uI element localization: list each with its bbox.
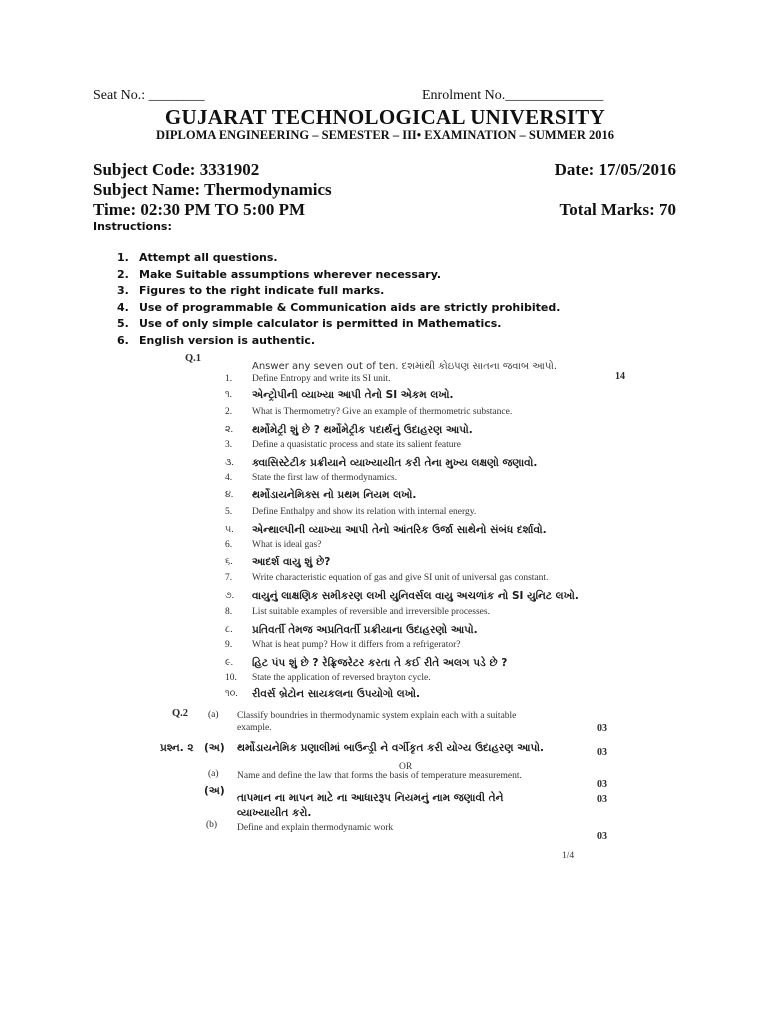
subject-code: Subject Code: 3331902 bbox=[93, 160, 260, 179]
q1-item-number: 2. bbox=[225, 407, 233, 417]
q1-item-number: 3. bbox=[225, 440, 233, 450]
q1-item-number: 10. bbox=[225, 673, 237, 683]
exam-time: Time: 02:30 PM TO 5:00 PM bbox=[93, 200, 306, 219]
q1-item-text: Define a quasistatic process and state its salient feature bbox=[252, 440, 461, 450]
instruction-item: 5. Use of only simple calculator is permitted in Mathematics. bbox=[117, 317, 502, 331]
q1-item-number: ૪. bbox=[225, 490, 234, 500]
q1-label: Q.1 bbox=[185, 353, 202, 364]
q2-a-text-line1: Classify boundries in thermodynamic system explain each with a suitable bbox=[237, 711, 517, 721]
q1-item-text: એન્ટ્રોપીની વ્યાખ્યા આપી તેનો SI એકમ લખો. bbox=[252, 389, 454, 401]
seat-number: Seat No.: ________ bbox=[93, 88, 205, 103]
instruction-item: 4. Use of programmable & Communication aids are strictly prohibited. bbox=[117, 300, 561, 314]
q1-item-text: Define Entropy and write its SI unit. bbox=[252, 374, 391, 384]
q2-a2-text: Name and define the law that forms the basis of temperature measurement. bbox=[237, 771, 522, 781]
q1-item-text: What is ideal gas? bbox=[252, 540, 322, 550]
q1-item-number: 5. bbox=[225, 507, 233, 517]
q2-gujarati-label: પ્રશ્ન. ૨ bbox=[160, 742, 194, 754]
subject-name: Subject Name: Thermodynamics bbox=[93, 180, 332, 199]
q2-a2-marks: 03 bbox=[597, 779, 607, 790]
q1-item-text: State the first law of thermodynamics. bbox=[252, 473, 398, 483]
scanned-questions bbox=[160, 343, 760, 943]
q1-intro: Answer any seven out of ten. દશમાંથી કોઇપણ સાતના જવાબ આપો. bbox=[252, 361, 558, 372]
q2-a2-gujarati-text-line1: તાપમાન ના માપન માટે ના આધારરૂપ નિયમનું નામ જણાવી તેને bbox=[237, 792, 504, 804]
instruction-item: 1. Attempt all questions. bbox=[117, 251, 278, 264]
q2-or: OR bbox=[399, 762, 413, 772]
q1-item-text: આદર્શ વાયુ શું છે? bbox=[252, 556, 331, 568]
q1-item-number: ૮. bbox=[225, 625, 233, 635]
q1-item-text: Write characteristic equation of gas and give SI unit of universal gas constant. bbox=[252, 573, 549, 583]
q1-item-number: ૫. bbox=[225, 525, 234, 535]
q1-item-number: 8. bbox=[225, 607, 233, 617]
q1-item-text: State the application of reversed brayton cycle. bbox=[252, 673, 431, 683]
q2-a-gujarati-label: (અ) bbox=[204, 742, 225, 754]
total-marks: Total Marks: 70 bbox=[559, 200, 676, 219]
q1-item-number: ૬. bbox=[225, 557, 233, 567]
q2-label: Q.2 bbox=[172, 708, 189, 719]
q1-item-text: રીવર્સ બ્રેટોન સાયકલના ઉપયોગો લખો. bbox=[252, 688, 420, 700]
q2-a-gujarati-text: થર્મોડાયનેમિક પ્રણાલીમાં બાઉન્ડ્રી ને વર્ગીકૃત કરી યોગ્ય ઉદાહરણ આપો. bbox=[237, 742, 544, 754]
q2-a2-gujarati-label: (અ) bbox=[204, 785, 225, 797]
q1-item-number: 7. bbox=[225, 573, 233, 583]
page-number: 1/4 bbox=[562, 851, 575, 861]
q1-item-text: પ્રતિવર્તી તેમજ અપ્રતિવર્તી પ્રક્રીયાના ઉદાહરણો આપો. bbox=[252, 624, 478, 636]
q1-item-number: ૭. bbox=[225, 591, 234, 601]
q1-item-number: 6. bbox=[225, 540, 233, 550]
instructions-title: Instructions: bbox=[93, 220, 172, 233]
instructions-list bbox=[117, 250, 560, 350]
enrolment-number: Enrolment No.______________ bbox=[422, 88, 604, 103]
q1-item-text: એન્થાલ્પીની વ્યાખ્યા આપી તેનો આંતરિક ઉર્જા સાથેનો સંબંધ દર્શાવો. bbox=[252, 524, 547, 536]
q1-item-number: 1. bbox=[225, 374, 233, 384]
q1-item-text: વાયુનું લાક્ષણિક સમીકરણ લખી યુનિવર્સલ વાયુ અચળાંક નો SI યુનિટ લખો. bbox=[252, 590, 579, 602]
instruction-item: 6. English version is authentic. bbox=[117, 333, 316, 347]
q1-marks: 14 bbox=[615, 371, 625, 382]
q1-item-text: Define Enthalpy and show its relation with internal energy. bbox=[252, 507, 477, 517]
q1-item-number: ૯. bbox=[225, 658, 233, 668]
exam-title: DIPLOMA ENGINEERING – SEMESTER – III• EXAMINATION – SUMMER 2016 bbox=[155, 128, 614, 142]
q1-item-number: ૧. bbox=[225, 390, 233, 400]
q1-item-text: What is heat pump? How it differs from a refrigerator? bbox=[252, 640, 461, 650]
q1-item-text: થર્મોડાયનેમિક્સ નો પ્રથમ નિયમ લખો. bbox=[252, 489, 417, 501]
university-title: GUJARAT TECHNOLOGICAL UNIVERSITY bbox=[164, 105, 606, 129]
q2-a-gujarati-marks: 03 bbox=[597, 747, 607, 758]
q2-a2-gujarati-text-line2: વ્યાખ્યાયીત કરો. bbox=[237, 807, 312, 819]
q1-item-number: ૨. bbox=[225, 425, 233, 435]
q2-a2-label: (a) bbox=[208, 769, 219, 779]
q1-item-text: List suitable examples of reversible and irreversible processes. bbox=[252, 607, 490, 617]
instruction-item: 2. Make Suitable assumptions wherever necessary. bbox=[117, 267, 442, 281]
q2-a2-gujarati-marks: 03 bbox=[597, 794, 607, 805]
q2-b-label: (b) bbox=[206, 820, 218, 830]
q1-item-number: 4. bbox=[225, 473, 233, 483]
q1-item-number: 9. bbox=[225, 640, 233, 650]
q1-item-text: What is Thermometry? Give an example of thermometric substance. bbox=[252, 407, 513, 417]
q2-b-text: Define and explain thermodynamic work bbox=[237, 823, 394, 833]
q1-item-number: ૩. bbox=[225, 458, 234, 468]
q1-item-text: હિટ પંપ શું છે ? રેફ્રિજરેટર કરતા તે કઈ રીતે અલગ પડે છે ? bbox=[252, 657, 508, 669]
q2-a-label: (a) bbox=[208, 710, 219, 720]
q2-b-marks: 03 bbox=[597, 831, 607, 842]
q1-item-text: ક્વાસિસ્ટેટીક પ્રક્રીયાને વ્યાખ્યાયીત કરી તેના મુખ્ય લક્ષણો જણાવો. bbox=[252, 457, 538, 469]
q1-item-number: ૧૦. bbox=[225, 689, 238, 699]
q2-a-text-line2: example. bbox=[237, 723, 272, 733]
q2-a-marks: 03 bbox=[597, 723, 607, 734]
q1-item-text: થર્મોમેટ્રી શું છે ? થર્મોમેટ્રીક પદાર્થનું ઉદાહરણ આપો. bbox=[252, 424, 473, 436]
exam-date: Date: 17/05/2016 bbox=[554, 160, 676, 179]
instruction-item: 3. Figures to the right indicate full marks. bbox=[117, 284, 385, 298]
